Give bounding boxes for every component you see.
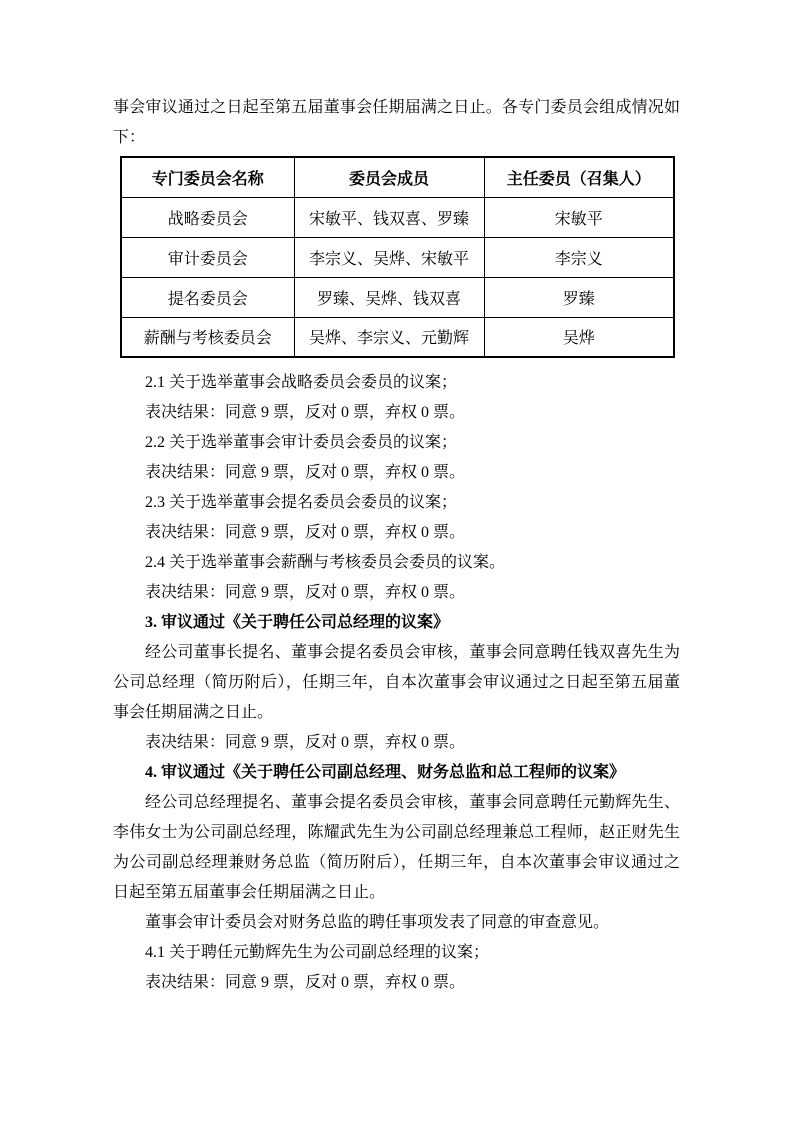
table-cell: 罗臻、吴烨、钱双喜 [294,277,484,317]
table-cell: 审计委员会 [121,237,294,277]
paragraph: 表决结果：同意 9 票，反对 0 票，弃权 0 票。 [145,974,466,991]
table-cell: 战略委员会 [121,197,294,237]
paragraph: 表决结果：同意 9 票，反对 0 票，弃权 0 票。 [145,734,466,751]
committee-column-header: 专门委员会名称 [121,157,294,197]
table-cell: 吴烨、李宗义、元勤辉 [294,317,484,357]
paragraph: 经公司总经理提名、董事会提名委员会审核，董事会同意聘任元勤辉先生、李伟女士为公司副总经理，陈耀武先生为公司副总经理兼总工程师，赵正财先生为公司副总经理兼财务总监（简历附后），任期三年，自本次董事会审议通过之日起至第五届董事会任期届满之日止。 [113,794,680,901]
paragraph: 2.2 关于选举董事会审计委员会委员的议案； [145,434,458,451]
table-cell: 李宗义、吴烨、宋敏平 [294,237,484,277]
table-row [121,237,674,277]
paragraph: 2.1 关于选举董事会战略委员会委员的议案； [145,374,458,391]
resolution-paragraphs [113,368,680,998]
paragraph: 表决结果：同意 9 票，反对 0 票，弃权 0 票。 [145,464,466,481]
table-cell: 薪酬与考核委员会 [121,317,294,357]
committee-column-header: 委员会成员 [294,157,484,197]
intro-paragraph: 事会审议通过之日起至第五届董事会任期届满之日止。各专门委员会组成情况如下： [113,99,680,146]
committee-table [120,156,675,358]
paragraph: 表决结果：同意 9 票，反对 0 票，弃权 0 票。 [145,524,466,541]
table-cell: 宋敏平 [484,197,674,237]
table-row [121,197,674,237]
paragraph: 董事会审计委员会对财务总监的聘任事项发表了同意的审查意见。 [145,914,610,931]
committee-column-header: 主任委员（召集人） [484,157,674,197]
paragraph: 2.3 关于选举董事会提名委员会委员的议案； [145,494,458,511]
paragraph: 表决结果：同意 9 票，反对 0 票，弃权 0 票。 [145,584,466,601]
table-cell: 李宗义 [484,237,674,277]
table-cell: 宋敏平、钱双喜、罗臻 [294,197,484,237]
paragraph: 4.1 关于聘任元勤辉先生为公司副总经理的议案； [145,944,490,961]
table-row [121,317,674,357]
paragraph: 2.4 关于选举董事会薪酬与考核委员会委员的议案。 [145,554,506,571]
table-row [121,277,674,317]
table-cell: 吴烨 [484,317,674,357]
paragraph: 经公司董事长提名、董事会提名委员会审核，董事会同意聘任钱双喜先生为公司总经理（简历附后），任期三年，自本次董事会审议通过之日起至第五届董事会任期届满之日止。 [113,644,680,721]
section-heading: 3. 审议通过《关于聘任公司总经理的议案》 [145,614,450,631]
committee-table-header-row [121,157,674,197]
table-cell: 罗臻 [484,277,674,317]
paragraph: 表决结果：同意 9 票，反对 0 票，弃权 0 票。 [145,404,466,421]
section-heading: 4. 审议通过《关于聘任公司副总经理、财务总监和总工程师的议案》 [145,764,626,781]
committee-table-body [121,197,674,357]
page-content [113,93,680,998]
table-cell: 提名委员会 [121,277,294,317]
